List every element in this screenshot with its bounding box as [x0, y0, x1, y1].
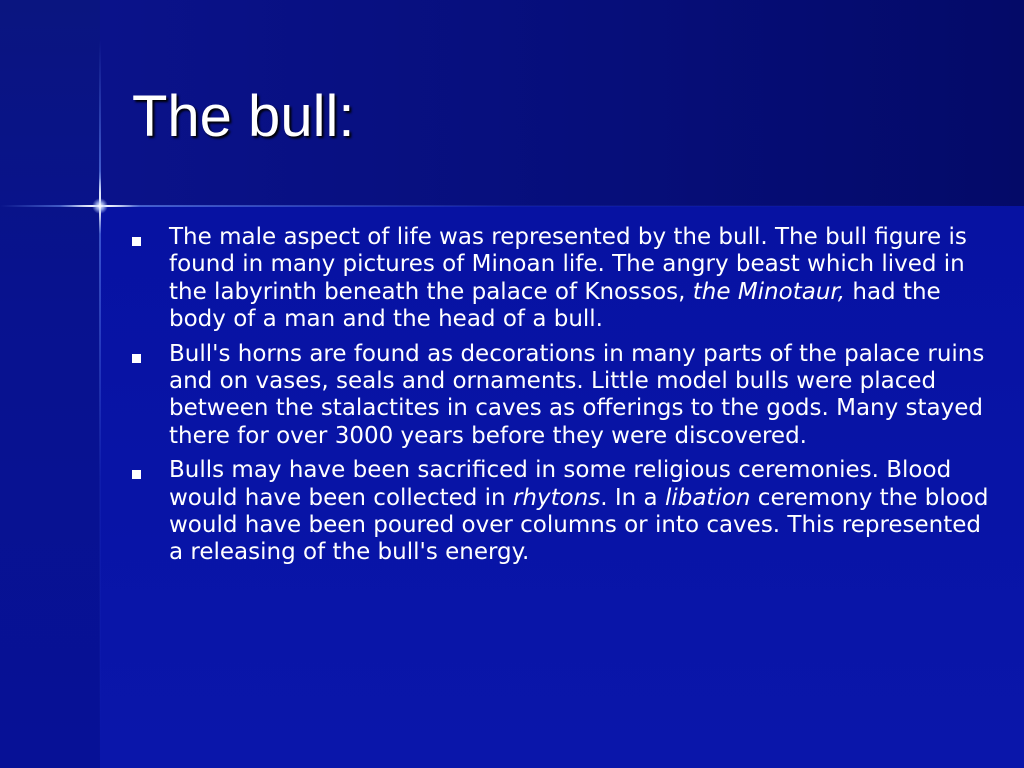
bullet-text-part: Bulls may have been sacrificed in some religious ceremonies. Blood would have been collected in: [169, 457, 952, 511]
sparkle-icon: [92, 198, 108, 214]
italic-term: libation: [664, 484, 751, 511]
square-bullet-icon: [132, 354, 141, 363]
bullet-item-3: [130, 457, 990, 567]
bullet-text-part: had the body of a man and the head of a bull.: [169, 278, 941, 333]
italic-term: rhytons: [512, 484, 601, 511]
left-panel: [0, 0, 100, 768]
bullet-list: [130, 224, 990, 574]
horizontal-accent-line: [0, 205, 1024, 207]
square-bullet-icon: [132, 470, 141, 479]
bullet-text-part: . In a: [600, 484, 665, 511]
bullet-text-part: ceremony the blood would have been poured over columns or into caves. This represented a releasing of the bull's energy.: [169, 484, 989, 566]
bullet-text: [169, 224, 990, 334]
slide-title: The bull:: [132, 84, 355, 149]
bullet-text-part: The male aspect of life was represented by the bull. The bull figure is found in many pictures of Minoan life. The angry beast which lived in the labyrinth beneath the palace of Knossos,: [169, 224, 967, 305]
square-bullet-icon: [132, 237, 141, 246]
bullet-item-1: [130, 224, 990, 334]
vertical-accent-line: [99, 40, 101, 768]
bullet-text: Bull's horns are found as decorations in many parts of the palace ruins and on vases, seals and ornaments. Little model bulls were placed between the stalactites in caves as offerings to the gods. Many stayed there for over 3000 years before they were discovered.: [169, 340, 985, 449]
italic-term: the Minotaur,: [692, 278, 846, 305]
bullet-item-2: [130, 341, 990, 451]
bullet-text: [169, 457, 990, 567]
